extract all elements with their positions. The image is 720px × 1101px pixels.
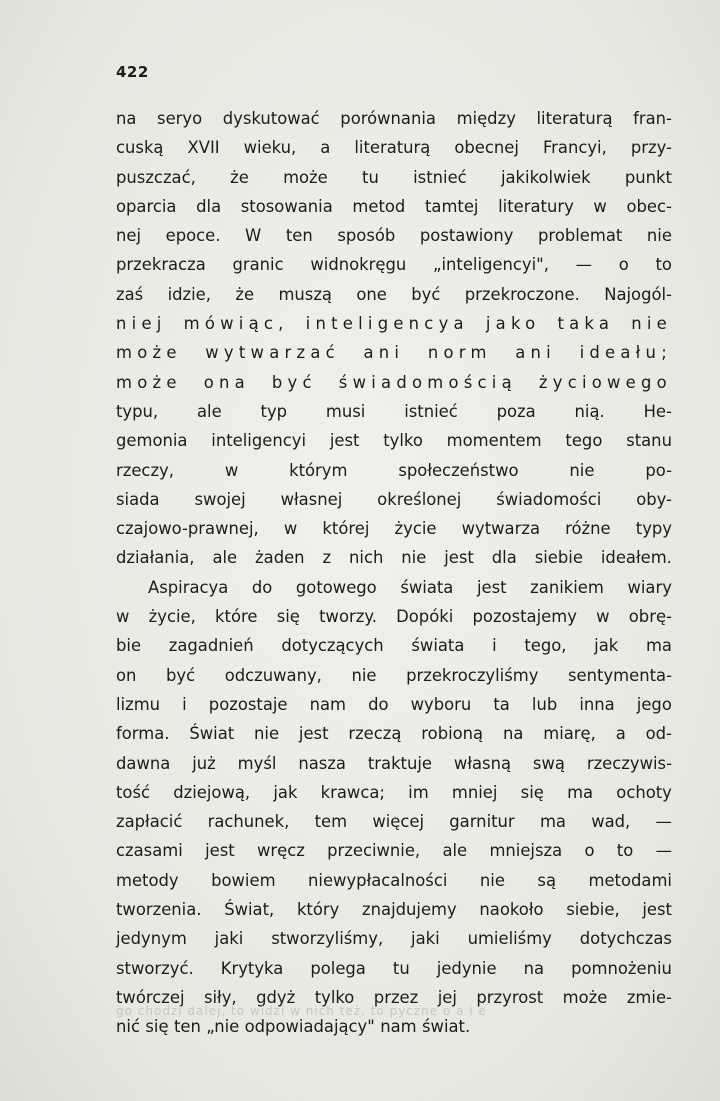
word: życie, [148,607,196,627]
word: tego, [524,636,567,656]
word: stworzyliśmy, [271,929,384,949]
word: miarę, [543,724,596,744]
word: przekroczone. [464,284,580,304]
word: działania, [116,548,195,568]
word: do [368,694,389,714]
word: nam [309,694,346,714]
text-line [116,250,672,279]
word: to [616,841,634,861]
text-line [116,749,672,778]
word: tylko [383,431,423,451]
word: tworzy. [319,607,377,627]
text-line [116,426,672,455]
text-line [116,836,672,865]
word: W [245,226,262,246]
word: inteligencya [305,314,469,334]
word: traktuje [367,753,433,773]
text-line [116,514,672,543]
word: czasami [116,841,183,861]
word: forma. [116,724,170,744]
text-line [116,543,672,572]
word: to [655,255,672,275]
word: być [411,284,441,304]
word: twórczej [116,987,185,1007]
word: jest [205,841,235,861]
word: przez [373,987,419,1007]
word: nią. [574,401,605,421]
word: świadomości [496,489,602,509]
word: ochoty [616,782,672,802]
word: jak [273,782,298,802]
word: może [116,372,182,392]
word: wad, [591,812,631,832]
bleed-through-text: go chodzi dalej, to widzi w nich też, to pyczne o a i e [116,1004,487,1018]
word: jaki [411,929,440,949]
word: mówiąc, [183,314,289,334]
word: a [320,138,331,158]
word: świata [400,577,454,597]
word: o [618,255,629,275]
word: stanu [626,431,672,451]
word: literaturą [536,109,613,128]
word: jest [444,548,474,568]
word: ma [567,782,594,802]
paragraph-first-line [116,573,672,602]
word: oparcia [116,196,177,216]
text-line [116,866,672,895]
word: określonej [377,489,462,509]
word: nie [254,724,280,744]
word: tu [392,958,410,978]
word: niewypłacalności [308,870,448,890]
word: metody [116,870,179,890]
word: ideału; [579,343,672,363]
word: Aspiracya [148,577,229,597]
word: ale [442,841,468,861]
word: bie [116,636,142,656]
word: im [408,782,429,802]
word: na [523,958,545,978]
word: Świat [189,724,235,744]
text-line [116,602,672,631]
word: oby- [636,489,672,509]
word: w [283,519,298,539]
word: bowiem [211,870,276,890]
word: się [145,1017,169,1037]
word: ta [493,694,510,714]
word: lub [531,694,558,714]
word: nej [116,226,142,246]
word: życie [394,519,437,539]
word: widnokręgu [310,255,407,275]
word: może [283,167,328,187]
word: przyrost [476,987,544,1007]
word: literaturą [354,138,431,158]
word: być [271,372,317,392]
word: siebie, [566,900,620,920]
word: Krytyka [220,958,284,978]
word: więcej [372,812,425,832]
word: i [182,694,187,714]
word: się [276,607,300,627]
text-line [116,338,672,367]
word: nam [380,1017,417,1037]
word: własną [453,753,512,773]
word: stosowania [240,196,333,216]
word: jest [476,577,507,597]
word: siebie [534,548,583,568]
word: którym [289,460,348,480]
word: jaki [214,929,244,949]
word: jest [298,724,329,744]
word: własnej [280,489,343,509]
word: seryo [157,109,203,128]
word: granic [232,255,284,275]
word: istnieć [404,401,458,421]
word: typ [260,401,288,421]
text-line [116,133,672,162]
word: różne [565,519,611,539]
word: idzie, [167,284,211,304]
word: nie [631,314,672,334]
word: pozostajemy [472,607,577,627]
word: — [655,841,672,861]
word: stworzyć. [116,958,194,978]
word: wyboru [410,694,472,714]
word: w [224,460,239,480]
word: Najogól- [604,284,672,304]
word: rachunek, [207,812,290,832]
word: jako [485,314,541,334]
word: polega [310,958,366,978]
word: puszczać, [116,167,196,187]
word: wytwarzać [205,343,340,363]
word: zaś [116,284,144,304]
word: dziejową, [173,782,251,802]
word: tamtej [424,196,479,216]
text-line [116,280,672,309]
word: przekracza [116,255,206,275]
word: się [520,782,544,802]
word: „inteligencyi", [432,255,549,275]
word: gotowego [295,577,377,597]
word: tego [565,431,603,451]
word: żaden [255,548,305,568]
word: świat. [422,1017,471,1037]
word: mniej [451,782,498,802]
word: tość [116,782,151,802]
word: obrę- [628,607,672,627]
text-line [116,719,672,748]
word: naokoło [479,900,544,920]
word: metodami [588,870,672,890]
word: który [296,900,340,920]
word: taka [557,314,615,334]
word: swojej [194,489,246,509]
word: Francyi, [542,138,607,158]
word: cuską [116,138,164,158]
word: jego [636,694,672,714]
word: rzeczy, [116,460,174,480]
word: w [116,607,130,627]
text-line [116,309,672,338]
word: dotyczących [281,636,384,656]
word: zagadnień [168,636,254,656]
word: gemonia [116,431,188,451]
word: He- [643,401,672,421]
word: czajowo-prawnej, [116,519,259,539]
word: odczuwany, [224,665,322,685]
word: przy- [630,138,672,158]
word: fran- [633,109,672,128]
word: dla [491,548,517,568]
word: porównania [340,109,436,128]
word: jakikolwiek [500,167,591,187]
word: wiary [627,577,672,597]
word: krawca; [320,782,385,802]
word: odpowiadający" [244,1017,375,1037]
word: ten [173,1017,201,1037]
word: sposób [337,226,396,246]
word: na [116,109,137,128]
word: że [230,167,249,187]
word: wieku, [243,138,297,158]
word: siły, [203,987,237,1007]
word: ale [196,401,222,421]
word: ten [285,226,313,246]
word: już [192,753,216,773]
word: której [322,519,370,539]
body-text [116,104,672,1042]
word: robioną [421,724,484,744]
word: zapłacić [116,812,183,832]
word: wytwarza [461,519,540,539]
word: obecnej [454,138,519,158]
word: istnieć [413,167,467,187]
text-line [116,661,672,690]
text-line [116,456,672,485]
word: punkt [624,167,672,187]
text-line [116,807,672,836]
word: wręcz [256,841,305,861]
word: jest [642,900,672,920]
text-line [116,192,672,221]
word: garnitur [449,812,515,832]
word: pozostaje [208,694,288,714]
word: sentymenta- [568,665,672,685]
word: które [215,607,258,627]
word: nasza [298,753,346,773]
word: myśl [237,753,277,773]
word: XVII [187,138,220,158]
word: typy [635,519,672,539]
word: nić [116,1017,140,1037]
word: rzeczą [348,724,402,744]
word: znajdujemy [362,900,457,920]
word: mniejsza [489,841,563,861]
word: — [575,255,593,275]
word: dla [196,196,222,216]
word: może [562,987,608,1007]
word: są [537,870,556,890]
word: nie [479,870,505,890]
word: epoce. [165,226,221,246]
word: ma [539,812,566,832]
word: gdyż [256,987,296,1007]
word: jest [329,431,360,451]
word: poza [496,401,536,421]
word: społeczeństwo [398,460,519,480]
word: problemat [538,226,623,246]
word: życiowego [538,372,672,392]
word: jak [594,636,619,656]
word: rzeczywis- [586,753,672,773]
word: literatury [498,196,574,216]
word: nie [646,226,672,246]
word: — [655,812,672,832]
word: momentem [446,431,542,451]
word: nie [351,665,377,685]
word: i [492,636,497,656]
word: dyskutować [222,109,320,128]
word: ona [203,372,250,392]
word: umieliśmy [467,929,552,949]
word: może [116,343,182,363]
word: na [502,724,524,744]
text-line [116,778,672,807]
word: lizmu [116,694,161,714]
word: że [235,284,255,304]
word: między [456,109,516,128]
word: muszą [278,284,332,304]
page-number: 422 [116,63,149,81]
word: Świat, [224,900,275,920]
word: tylko [314,987,355,1007]
word: świata [411,636,465,656]
word: pomnożeniu [571,958,672,978]
word: dawna [116,753,171,773]
word: nie [401,548,427,568]
word: do [251,577,273,597]
word: postawiony [419,226,514,246]
word: od- [645,724,672,744]
word: przeciwnie, [327,841,421,861]
text-line [116,368,672,397]
text-line [116,163,672,192]
text-line [116,690,672,719]
word: przekroczyliśmy [406,665,539,685]
word: Dopóki [396,607,454,627]
word: jej [437,987,457,1007]
word: po- [645,460,672,480]
text-line [116,221,672,250]
word: ale [212,548,238,568]
word: w [593,196,607,216]
word: one [356,284,387,304]
text-line [116,397,672,426]
word: być [166,665,196,685]
word: niej [116,314,167,334]
word: tu [362,167,379,187]
word: jedynie [436,958,497,978]
word: z [322,548,332,568]
text-line [116,954,672,983]
word: zanikiem [530,577,604,597]
word: nich [349,548,384,568]
word: norm [427,343,492,363]
word: metod [352,196,406,216]
text-line [116,104,672,133]
word: ideałem. [600,548,672,568]
word: świadomością [338,372,517,392]
word: tworzenia. [116,900,202,920]
word: nie [569,460,595,480]
word: dotychczas [579,929,672,949]
word: ma [645,636,672,656]
word: o [584,841,595,861]
word: swą [532,753,565,773]
text-line [116,895,672,924]
word: on [116,665,137,685]
text-line [116,924,672,953]
word: ani [363,343,405,363]
word: jedynym [116,929,187,949]
word: inna [579,694,615,714]
word: musi [325,401,366,421]
word: obec- [626,196,672,216]
word: siada [116,489,160,509]
word: a [615,724,626,744]
word: inteligencyi [211,431,306,451]
word: w [596,607,610,627]
word: „nie [206,1017,240,1037]
word: typu, [116,401,159,421]
word: tem [314,812,348,832]
text-line [116,631,672,660]
word: zmie- [626,987,672,1007]
text-line [116,485,672,514]
word: ani [515,343,556,363]
